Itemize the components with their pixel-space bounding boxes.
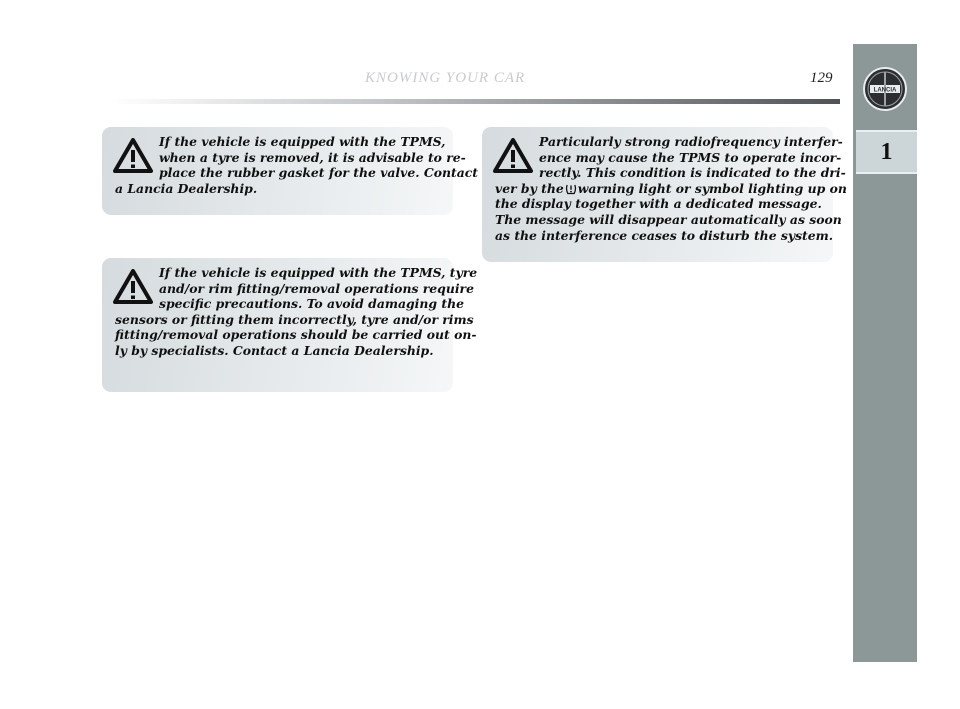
warning-text [115,134,478,196]
warning-box-interference [482,127,847,262]
warning-line: the display together with a dedicated message. [495,196,822,212]
warning-line: Particularly strong radiofrequency interfer- [539,134,843,149]
warning-line: The message will disappear automatically as soon [495,211,842,227]
warning-line: sensors or fitting them incorrectly, tyre and/or rims [115,311,474,327]
lancia-logo-icon [862,66,908,112]
tyre-pressure-warning-icon [565,183,577,195]
warning-line: place the rubber gasket for the valve. Contact [159,165,478,181]
warning-line: warning light or symbol lighting up on [577,180,847,196]
warning-line: a Lancia Dealership. [115,180,258,196]
header-rule [110,99,840,104]
warning-text [115,265,478,359]
warning-box-gasket [102,127,478,215]
logo-text: LANCIA [873,87,897,94]
warning-line: ly by specialists. Contact a Lancia Dealership. [115,342,434,358]
warning-line: fitting/removal operations should be carried out on- [115,327,477,343]
page-number: 129 [810,70,833,86]
warning-line: when a tyre is removed, it is advisable to re- [159,149,466,165]
chapter-number: 1 [880,138,893,165]
warning-line: rectly. This condition is indicated to the dri- [539,165,846,181]
warning-line: ence may cause the TPMS to operate incor- [539,149,842,165]
warning-line-with-icon [495,180,847,197]
chapter-tab[interactable] [856,130,917,174]
warning-line: and/or rim fitting/removal operations require [159,280,474,296]
section-title: KNOWING YOUR CAR [365,70,526,86]
warning-line: specific precautions. To avoid damaging the [159,296,464,312]
warning-line: If the vehicle is equipped with the TPMS, tyre [159,265,478,280]
warning-line: as the interference ceases to disturb the system. [495,227,834,243]
warning-text [495,134,847,243]
warning-line: ver by the [495,180,564,196]
warning-line: If the vehicle is equipped with the TPMS, [159,134,446,149]
warning-box-fitting [102,258,478,392]
